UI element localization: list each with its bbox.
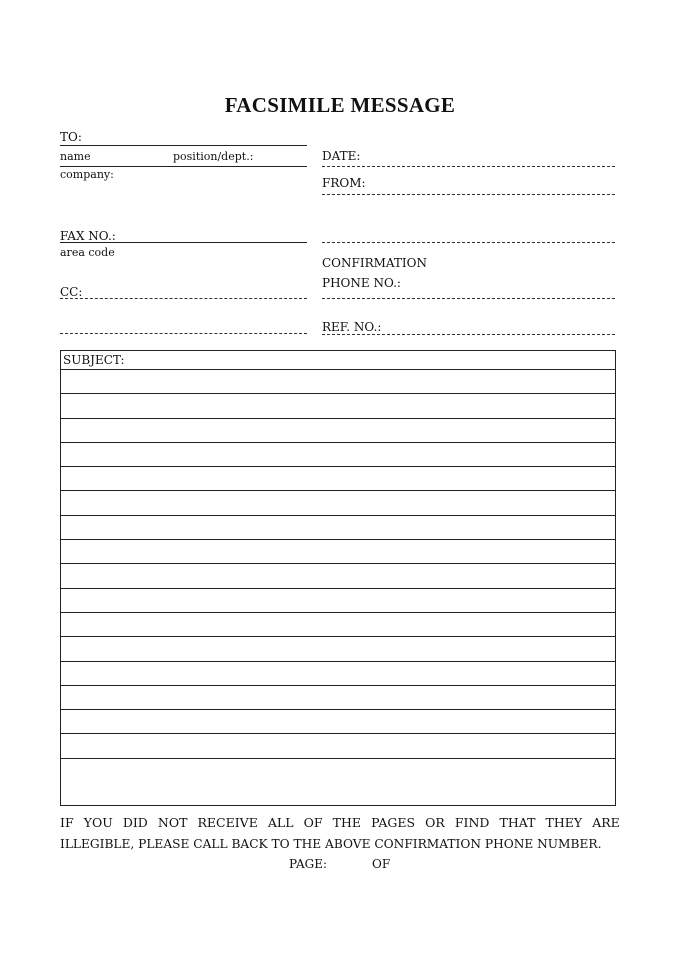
message-line[interactable] [61, 613, 615, 637]
message-line[interactable] [61, 589, 615, 613]
footer-word: THEY [545, 815, 583, 830]
of-label: OF [372, 857, 391, 871]
cc-line-2[interactable] [60, 333, 307, 334]
message-line[interactable] [61, 540, 615, 564]
message-line[interactable] [61, 734, 615, 758]
footer-word: OR [425, 815, 445, 830]
phone-no-label: PHONE NO.: [322, 276, 401, 290]
page-title: FACSIMILE MESSAGE [224, 93, 456, 117]
message-line[interactable] [61, 759, 615, 783]
message-line[interactable] [61, 686, 615, 710]
message-grid [60, 350, 616, 806]
subject-row[interactable] [61, 351, 615, 370]
ref-no-label: REF. NO.: [322, 320, 382, 334]
to-line[interactable] [60, 145, 307, 146]
name-line[interactable] [60, 166, 307, 167]
confirmation-label: CONFIRMATION [322, 256, 427, 270]
message-line[interactable] [61, 662, 615, 686]
message-lines [61, 370, 615, 783]
footer-word: ARE [592, 815, 620, 830]
footer-word: RECEIVE [197, 815, 258, 830]
date-label: DATE: [322, 149, 361, 163]
footer-word: IF [60, 815, 74, 830]
footer-word: YOU [83, 815, 113, 830]
to-label: TO: [60, 130, 82, 144]
position-label: position/dept.: [173, 150, 254, 163]
page-label: PAGE: [289, 857, 328, 871]
footer-word: PAGES [371, 815, 416, 830]
footer-word: ALL [267, 815, 294, 830]
from-line-2[interactable] [322, 242, 615, 243]
message-line[interactable] [61, 564, 615, 588]
footer-word: THE [332, 815, 361, 830]
company-label: company: [60, 168, 114, 181]
message-line[interactable] [61, 516, 615, 540]
cc-line[interactable] [60, 298, 307, 299]
footer-word: NOT [157, 815, 188, 830]
fax-no-label: FAX NO.: [60, 229, 116, 243]
message-line[interactable] [61, 637, 615, 661]
phone-no-line[interactable] [322, 298, 615, 299]
message-line[interactable] [61, 710, 615, 734]
ref-no-line[interactable] [322, 334, 615, 335]
footer-word: FIND [454, 815, 490, 830]
footer-word: THAT [499, 815, 536, 830]
message-line[interactable] [61, 467, 615, 491]
date-line[interactable] [322, 166, 615, 167]
footer-word: OF [303, 815, 323, 830]
from-label: FROM: [322, 176, 366, 190]
name-label: name [60, 150, 91, 163]
message-line[interactable] [61, 443, 615, 467]
message-line[interactable] [61, 370, 615, 394]
message-line[interactable] [61, 394, 615, 418]
subject-label: SUBJECT: [63, 353, 125, 367]
footer-notice-line1 [60, 816, 620, 830]
message-line[interactable] [61, 491, 615, 515]
area-code-label: area code [60, 246, 115, 259]
footer-word: DID [122, 815, 148, 830]
message-line[interactable] [61, 419, 615, 443]
from-line[interactable] [322, 194, 615, 195]
cc-label: CC: [60, 285, 83, 299]
footer-notice-line2: ILLEGIBLE, PLEASE CALL BACK TO THE ABOVE CONFIRMATION PHONE NUMBER. [60, 837, 602, 851]
fax-no-line[interactable] [60, 242, 307, 243]
